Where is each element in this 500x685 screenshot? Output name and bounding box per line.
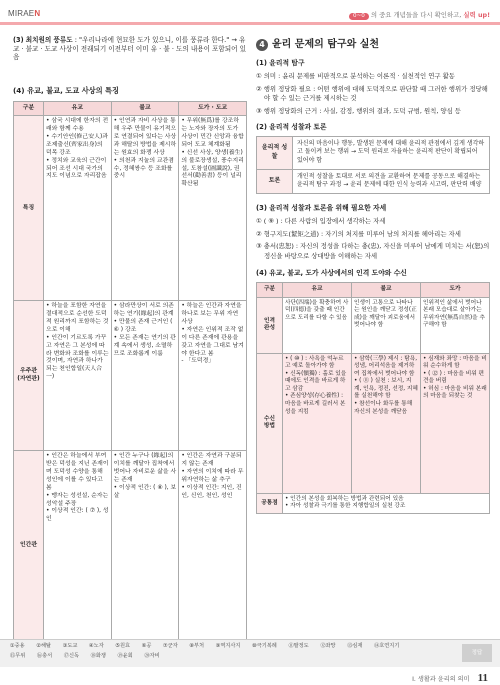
answer-key: [10, 642, 420, 662]
answer-item: ⑨역지사지: [215, 643, 241, 649]
table-cell: 인위적인 삶에서 벗어나 본래 모습대로 살아가는 무위자연(無爲自然)을 추구해야 함: [421, 297, 490, 353]
thought-comparison-table: [13, 101, 247, 642]
table-row: [257, 493, 490, 513]
answer-tab: 정답: [462, 644, 492, 662]
list-item: ② 형구지도(絜矩之道) : 자기의 처지를 미루어 남의 처지를 헤아리는 자세: [256, 229, 461, 238]
list-item: ③ 충서(忠恕) : 자신의 정성을 다하는 충(忠), 자신을 미루어 남에게 미치는 서(恕)의 정신을 바탕으로 상대방을 이해하는 자세: [256, 242, 490, 260]
page-footer: [412, 671, 488, 685]
table-row: [14, 116, 247, 301]
table-header: 도가 · 도교: [179, 101, 247, 116]
answer-item: ⑯충서: [36, 652, 53, 659]
reflection-table: [256, 136, 490, 194]
subsection-title: (4) 유교, 불교, 도가 사상에서의 인격 도야와 수신: [256, 269, 407, 278]
table-row: [257, 353, 490, 493]
heading-number: 4: [256, 39, 268, 51]
table-cell: • 심재와 좌망 : 마음을 비워 순수하게 함 • ( ⑫ ) : 마음을 비워 편견을 버림 • 허심 : 마음을 비워 본래의 마음을 되찾는 것: [421, 353, 490, 493]
answer-item: ⑲윤회: [117, 652, 133, 659]
row-label: 공통점: [257, 493, 283, 513]
table-cell: • 무위(無爲)를 강조하는 노자와 장자의 도가 사상이 민간 신앙과 융합되어 도교 체계화됨 • 신선 사상, 양생(養生)의 불로장생설, 풍수지리설, 도참설(圖讖說), 권선서(勸善書) 등이 널리 확산됨: [179, 116, 247, 301]
pungryudo-paragraph: (3) 최치원의 풍류도 : "우리나라에 현묘한 도가 있으니, 이를 풍류라 한다." → 유교 · 불교 · 도교 사상이 전래되기 이전부터 이미 유 · 불 · 도의 내용이 포함되어 있음: [13, 36, 247, 62]
table-cell: • 인간 누구나 (緣起)의 이치를 깨달아 집착에서 벗어나 자비로운 삶을 사는 존재 • 이상적 인간: ( ⑧ ), 보살: [111, 451, 179, 641]
table-cell: • 인간의 본성을 회복하는 방법과 관련되어 있음 • 자아 성찰과 극기를 통한 지행합일의 실천 강조: [283, 493, 490, 513]
table-header: 유교: [283, 283, 352, 298]
table-header: 도가: [421, 283, 490, 298]
list-item: ② 행위 정당화 필요 : 어떤 행위에 대해 도덕적으로 판단할 때 그러한 행위가 정당해야 할 수 있는 근거를 제시하는 것: [256, 84, 488, 103]
page-number: 11: [477, 672, 488, 684]
answer-item: ⑪팔정도: [288, 643, 309, 649]
chapter-label: Ⅰ. 생활과 윤리의 의미: [412, 676, 470, 683]
table-header: 구분: [257, 283, 283, 298]
answer-item: ⑬심재: [347, 643, 363, 649]
row-label: 수신 방법: [257, 353, 283, 493]
table-row: [14, 451, 247, 641]
answer-item: ⑦군자: [163, 643, 178, 649]
table-row: [14, 301, 247, 451]
answer-item: ⑩극기복례: [252, 643, 277, 649]
table-cell: • 인간은 자연과 구분되지 않는 존재 • 자연의 이치에 따라 무위자연하는 삶 추구 • 이상적 인간: 지인, 진인, 신인, 천인, 성인: [179, 451, 247, 641]
chapter-heading: [256, 38, 490, 51]
answer-item: ⑤원효: [115, 643, 131, 649]
row-label: 토론: [257, 169, 293, 193]
right-column: [256, 36, 490, 514]
answer-item: ⑱화쟁: [90, 652, 106, 659]
table-cell: • 삼학(三學) 제시 : 탐욕, 성냄, 어리석음을 제거하여 집착에서 벗어나야 함 • ( ⑪ ) 실천 : 보시, 지계, 인욕, 정진, 선정, 지혜를 실천해야 함 • 참선이나 화두를 통해 자신의 본성을 깨닫음: [352, 353, 421, 493]
table-header: 불교: [111, 101, 179, 116]
table-cell: • 인연과 자비 사상을 통해 우주 만물이 유기적으로 연결되어 있다는 사상과 해탈의 방법을 제시하는 원효의 화쟁 사상 • 의천과 지눌의 교관겸수, 정혜쌍수 등 조화를 중시: [111, 116, 179, 301]
publisher-logo: MIRAEN: [8, 9, 41, 18]
header-rule: [0, 22, 500, 25]
table-cell: 개인적 성찰을 토대로 서로 의견을 교환하여 문제를 공동으로 해결하는 윤리적 탐구 과정 → 윤리 문제에 대한 인식 능력과 시고력, 판단력 배양: [293, 169, 490, 193]
heading-text: 윤리 문제의 탐구와 실천: [272, 39, 380, 50]
list-item: ① ( ⑨ ) : 다른 사람의 입장에서 생각하는 자세: [256, 216, 386, 225]
table-row: [257, 169, 490, 193]
section-title: (4) 유교, 불교, 도교 사상의 특징: [13, 86, 119, 96]
table-cell: • 삼국 시대에 한자의 전래와 함께 수용 • 수기안인(修己安人)과 조제출신(齊家出身)의 덕목 강조 • 정치와 교육의 근간이 되어 조선 시대 국가의 지도 이념으로 자리잡음: [44, 116, 112, 301]
answer-item: ①중용: [10, 643, 25, 649]
table-cell: • 인간은 하늘에서 부여받은 덕성을 지닌 존재이며 도덕성 수양을 통해 성인에 이를 수 있다고 봄 • 맹자는 성선설, 순자는 성악설 주장 • 이상적 인간: ( ⑦ ), 성인: [44, 451, 112, 641]
answer-item: ③도교: [62, 643, 78, 649]
answer-item: ⑥공: [141, 643, 152, 649]
list-item: ③ 행위 정당화의 근거 : 사실, 감정, 행위의 결과, 도덕 규범, 원칙, 양심 등: [256, 106, 461, 115]
review-hint: 0~0 의 중요 개념들을 다시 확인하고, 실력 up!: [349, 11, 490, 20]
answer-item: ⑧부처: [189, 643, 205, 649]
list-item: ① 의미 : 윤리 문제를 비판적으로 분석하는 이론적 · 실천적인 연구 활동: [256, 72, 455, 81]
row-label: 윤리적 성찰: [257, 136, 293, 169]
table-header: 유교: [44, 101, 112, 116]
table-cell: • 삼라만상이 서로 의존하는 연기(緣起)의 관계 • 만물의 존재 근거인 ( ⑥ ) 강조 • 모든 존재는 연기의 관계 속에서 생성, 소멸하므로 조화롭게 이룸: [111, 301, 179, 451]
table-cell: 사단(四端)을 확충하여 사덕(四德)을 갖출 때 인간으로 도리를 다할 수 있음: [283, 297, 352, 353]
answer-item: ⑰신독: [63, 652, 79, 659]
hint-pill: 0~0: [349, 13, 369, 20]
table-cell: • 하늘은 인간과 자연을 하나로 보는 무위 자연 사상 • 자연은 인위적 조작 없이 다른 존재에 관용을 갖고 자연을 그대로 남겨야 한다고 봄 - 「도덕경」: [179, 301, 247, 451]
row-label: 우주관 (자연관): [14, 301, 44, 451]
table-cell: • 하늘을 포함한 자연을 절대적으로 순선한 도덕적 원리까지 포함하는 것으로 이해 • 인간이 기르도록 가꾸고 자연은 그 본성에 따라 변화와 조화를 이루는 것이며, 자연과 하나가 되는 천인합일(天人合一): [44, 301, 112, 451]
self-cultivation-table: [256, 282, 490, 514]
answer-item: ⑳자비: [144, 652, 160, 659]
table-row: [257, 136, 490, 169]
subsection-title: (1) 윤리적 탐구: [256, 59, 305, 68]
subsection-title: (2) 윤리적 성찰과 토론: [256, 122, 327, 131]
table-cell: 자신의 마음이나 행동, 발생된 문제에 대해 윤리적 관점에서 깊게 생각하고 돌이켜 보는 행위 → 도덕 원리로 자율하는 윤리적 판단이 확립되어 있어야 함: [293, 136, 490, 169]
table-row: [257, 297, 490, 353]
answer-item: ⑫좌망: [320, 643, 336, 649]
left-column: [13, 36, 247, 641]
table-cell: 인생이 고통으로 나타나는 원인을 깨닫고 정성(正成)을 깨달아 괴로움에서 벗어나야 함: [352, 297, 421, 353]
row-label: 인격 완성: [257, 297, 283, 353]
table-header: 불교: [352, 283, 421, 298]
answer-item: ④노자: [89, 643, 104, 649]
row-label: 인간관: [14, 451, 44, 641]
answer-item: ⑭호연지기: [374, 643, 400, 649]
table-header: 구분: [14, 101, 44, 116]
table-cell: • ( ⑩ ) : 사욕을 억누르고 예로 돌아가야 함 • 신독(愼獨) : 홀로 있을 때에도 인격을 바르게 하고 삼감 • 존심양성(存心養性) : 마음을 바르게 길러서 본성을 지킴: [283, 353, 352, 493]
answer-item: ⑮무위: [10, 652, 26, 659]
answer-item: ②해탈: [36, 643, 52, 649]
row-label: 특징: [14, 116, 44, 301]
subsection-title: (3) 윤리적 성찰과 토론을 위해 필요한 자세: [256, 204, 387, 212]
